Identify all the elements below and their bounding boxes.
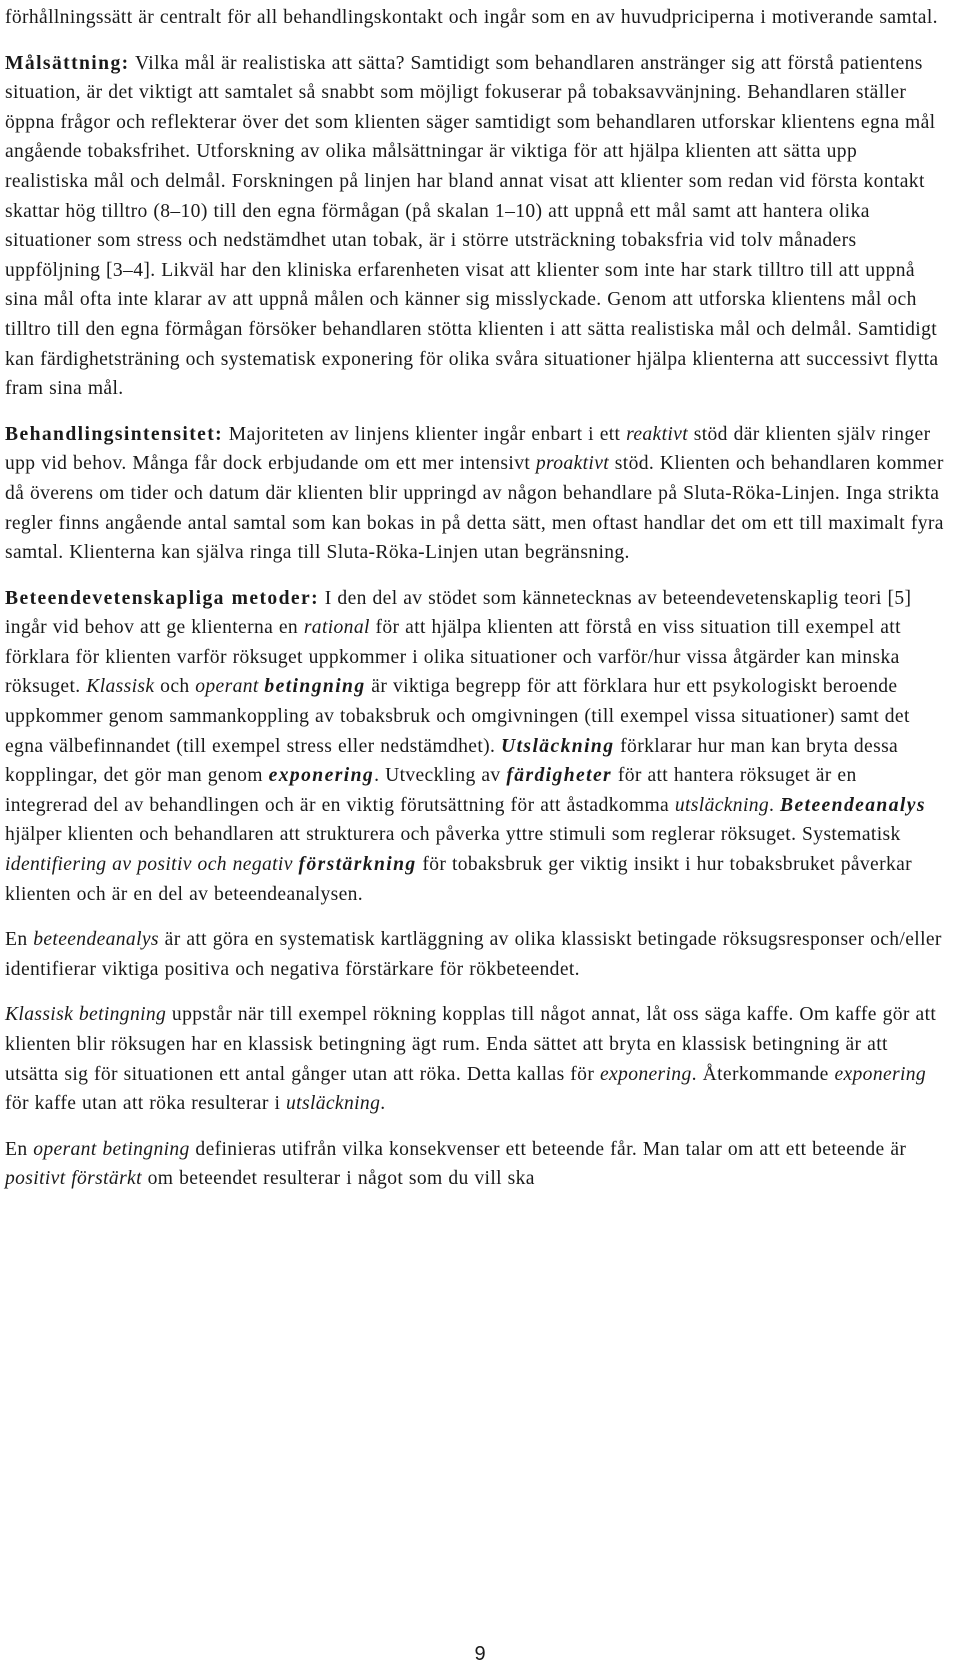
- emphasis-text: betingning: [264, 676, 366, 698]
- body-text: hjälper klienten och behandlaren att strukturera och påverka yttre stimuli som reglerar röksuget. Systematisk: [5, 824, 901, 846]
- emphasis-text: beteendeanalys: [33, 929, 159, 951]
- emphasis-text: utsläckning: [674, 794, 770, 816]
- body-text: . Utveckling av: [374, 765, 507, 787]
- body-text: stöd. Klienten och behandlaren kommer då överens om tider och datum där klienten blir uppringd av någon behandlare på Sluta-Röka-Linjen. Inga strikta regler finns angående antal samtal som kan bokas in på detta sätt, men oftast handlar det om ett till maximalt fyra samtal. Klienterna kan själva ringa till Sluta-Röka-Linjen utan begränsning.: [5, 453, 944, 564]
- body-text: uppstår när till exempel rökning kopplas till något annat, låt oss säga kaffe. Om kaffe gör att klienten blir röksugen har en klassisk betingning ägt rum. Enda sättet att bryta en klassisk betingning är att utsätta sig för situationen ett antal gånger utan att röka. Detta kallas för: [5, 1004, 937, 1085]
- page-number: 9: [474, 1643, 486, 1665]
- paragraph-beteendevetenskapliga-metoder: [5, 584, 945, 910]
- body-text: för tobaksbruk ger viktig insikt i hur tobaksbruket påverkar klienten och är en del av beteendeanalysen.: [5, 854, 913, 905]
- paragraph-beteendeanalys: [5, 925, 945, 984]
- section-heading-text: Behandlingsintensitet:: [5, 423, 224, 445]
- body-text: för att hantera röksuget är en integrerad del av behandlingen och är en viktig förutsättning för att åstadkomma: [5, 765, 857, 816]
- emphasis-text: färdigheter: [506, 765, 613, 787]
- document-page: [5, 3, 945, 1210]
- body-text: .: [769, 794, 781, 816]
- emphasis-text: Beteendeanalys: [780, 794, 926, 816]
- body-text: förklarar hur man kan bryta dessa kopplingar, det gör man genom: [5, 735, 899, 787]
- section-heading-text: Målsättning:: [5, 52, 130, 74]
- emphasis-text: identifiering av positiv och negativ: [5, 854, 293, 876]
- body-text: stöd där klienten själv ringer upp vid behov. Många får dock erbjudande om ett mer intensivt: [5, 423, 931, 475]
- emphasis-text: Klassisk betingning: [5, 1004, 167, 1026]
- paragraph-intro-continuation: [5, 3, 945, 33]
- body-text: .: [380, 1093, 386, 1115]
- paragraph-malsattning: [5, 49, 945, 404]
- body-text: En: [5, 929, 34, 951]
- emphasis-text: exponering: [834, 1063, 927, 1085]
- emphasis-text: operant betingning: [33, 1138, 190, 1160]
- body-text: förhållningssätt är centralt för all behandlingskontakt och ingår som en av huvudpriciperna i motiverande samtal.: [5, 7, 938, 28]
- emphasis-text: exponering: [599, 1063, 692, 1085]
- emphasis-text: Klassisk: [86, 676, 155, 698]
- emphasis-text: positivt förstärkt: [5, 1168, 142, 1190]
- body-text: definieras utifrån vilka konsekvenser ett beteende får. Man talar om att ett beteende är: [189, 1138, 907, 1160]
- body-text: . Återkommande: [691, 1063, 835, 1085]
- section-heading-text: Beteendevetenskapliga metoder:: [5, 587, 320, 609]
- body-text: för att hjälpa klienten att förstå en viss situation till exempel att förklara för klienten varför röksuget uppkommer i olika situationer och varför/hur vissa åtgärder kan minska röksuget.: [5, 617, 901, 698]
- paragraph-behandlingsintensitet: [5, 420, 945, 568]
- emphasis-text: förstärkning: [298, 854, 417, 876]
- emphasis-text: rational: [303, 617, 370, 639]
- emphasis-text: Utsläckning: [501, 735, 615, 757]
- emphasis-text: proaktivt: [535, 453, 610, 475]
- body-text: om beteendet resulterar i något som du vill ska: [141, 1168, 535, 1190]
- body-text: En: [5, 1138, 34, 1160]
- body-text: är att göra en systematisk kartläggning av olika klassiskt betingade röksugsresponser och/eller identifierar viktiga positiva och negativa förstärkare för rökbeteendet.: [5, 929, 942, 980]
- body-text: och: [154, 676, 196, 698]
- emphasis-text: utsläckning: [286, 1093, 381, 1115]
- emphasis-text: exponering: [268, 765, 375, 787]
- body-text: är viktiga begrepp för att förklara hur ett psykologiskt beroende uppkommer genom sammankoppling av tobaksbruk och omgivningen (till exempel vissa situationer) samt det egna välbefinnandet (till exempel stress eller nedstämdhet).: [5, 676, 910, 757]
- body-text: I den del av stödet som kännetecknas av beteendevetenskaplig teori [5] ingår vid behov att ge klienterna en: [5, 587, 912, 639]
- paragraph-operant-betingning: [5, 1135, 945, 1194]
- paragraph-klassisk-betingning: [5, 1000, 945, 1118]
- emphasis-text: operant: [195, 676, 259, 698]
- body-text: Vilka mål är realistiska att sätta? Samtidigt som behandlaren anstränger sig att förstå patientens situation, är det viktigt att samtalet så snabbt som möjligt fokuserar på tobaksavvänjning. Behandlaren ställer öppna frågor och reflekterar över det som klienten säger samtidigt som behandlaren utforskar klientens egna mål angående tobaksfrihet. Utforskning av olika målsättningar är viktiga för att hjälpa klienten att sätta upp realistiska mål och delmål. Forskningen på linjen har bland annat visat att klienter som redan vid första kontakt skattar hög tilltro (8–10) till den egna förmågan (på skalan 1–10) att uppnå ett mål samt att hantera olika situationer som stress och nedstämdhet utan tobak, är i större utsträckning tobaksfria vid tolv månaders uppföljning [3–4]. Likväl har den kliniska erfarenheten visat att klienter som inte har stark tilltro till att uppnå sina mål ofta inte klarar av att uppnå målen och känner sig misslyckade. Genom att utforska klientens mål och tilltro till den egna förmågan försöker behandlaren stötta klienten i att sätta realistiska mål och delmål. Samtidigt kan färdighetsträning och systematisk exponering för olika svåra situationer hjälpa klienterna att successivt flytta fram sina mål.: [5, 52, 939, 400]
- body-text: Majoriteten av linjens klienter ingår enbart i ett: [223, 423, 627, 445]
- emphasis-text: reaktivt: [626, 423, 689, 445]
- body-text: för kaffe utan att röka resulterar i: [5, 1093, 287, 1115]
